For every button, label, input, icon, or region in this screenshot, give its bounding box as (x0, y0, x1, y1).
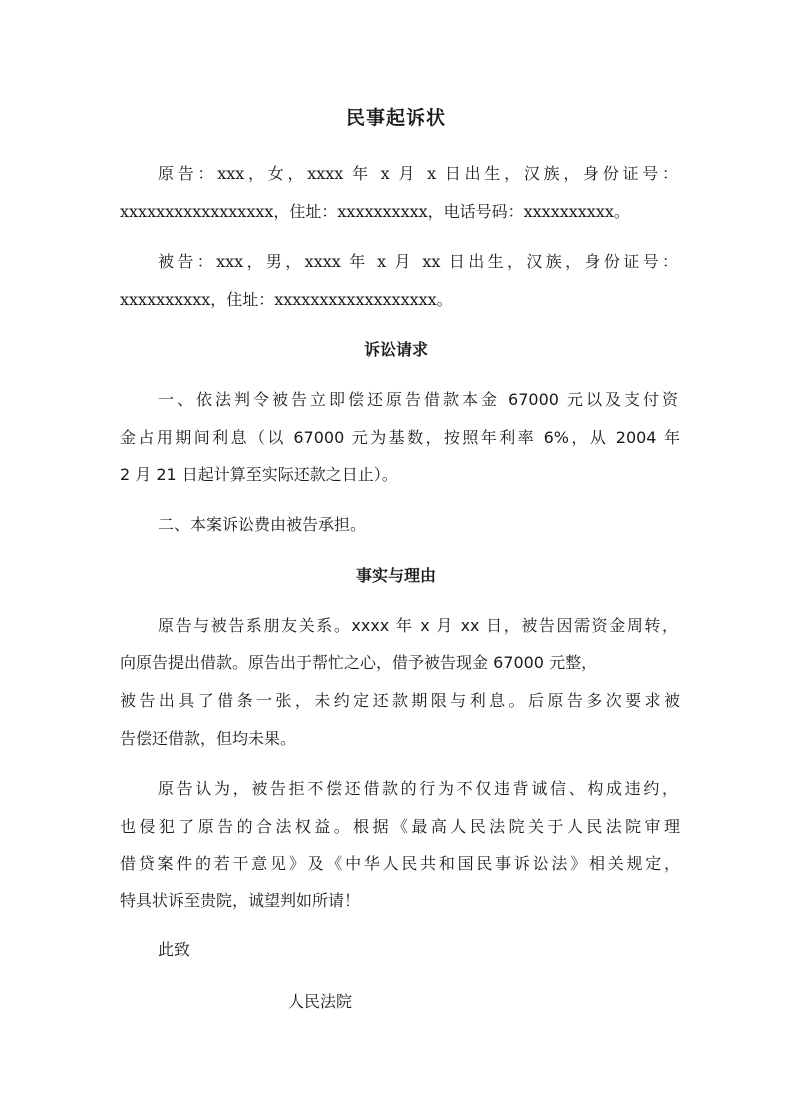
facts-para-2-line-4: 特具状诉至贵院，诚望判如所请！ (120, 891, 361, 910)
facts-para-1-line-2: 向原告提出借款。原告出于帮忙之心，借予被告现金 67000 元整， (120, 653, 598, 672)
claim-1-line-3: 2 月 21 日起计算至实际还款之日止）。 (120, 465, 398, 484)
claim-1-line-1: 一、依法判令被告立即偿还原告借款本金 67000 元以及支付资 (158, 390, 678, 409)
facts-para-1-line-4: 告偿还借款，但均未果。 (120, 729, 297, 748)
document-title: 民事起诉状 (345, 107, 446, 129)
defendant-line-1: 被告：xxx，男，xxxx 年 x 月 xx 日出生，汉族，身份证号： (158, 252, 678, 271)
claims-heading: 诉讼请求 (363, 340, 428, 359)
closing-salutation: 此致 (158, 940, 191, 959)
facts-para-2-line-3: 借贷案件的若干意见》及《中华人民共和国民事诉讼法》相关规定， (120, 854, 680, 873)
plaintiff-line-1: 原告：xxx，女，xxxx 年 x 月 x 日出生，汉族，身份证号： (158, 164, 678, 183)
facts-para-2-line-2: 也侵犯了原告的合法权益。根据《最高人民法院关于人民法院审理 (120, 817, 680, 836)
closing-court: 人民法院 (288, 992, 353, 1011)
plaintiff-line-2: xxxxxxxxxxxxxxxxx，住址：xxxxxxxxxx，电话号码：xxxxxxxxxx。 (120, 202, 630, 221)
facts-para-1-line-3: 被告出具了借条一张，未约定还款期限与利息。后原告多次要求被 (120, 691, 680, 710)
facts-para-1-line-1: 原告与被告系朋友关系。xxxx 年 x 月 xx 日，被告因需资金周转， (158, 616, 678, 635)
facts-heading: 事实与理由 (355, 566, 436, 585)
claim-2: 二、本案诉讼费由被告承担。 (158, 515, 367, 534)
defendant-line-2: xxxxxxxxxx，住址：xxxxxxxxxxxxxxxxxx。 (120, 290, 453, 309)
facts-para-2-line-1: 原告认为，被告拒不偿还借款的行为不仅违背诚信、构成违约， (158, 779, 678, 798)
claim-1-line-2: 金占用期间利息（以 67000 元为基数，按照年利率 6%，从 2004 年 (120, 428, 680, 447)
